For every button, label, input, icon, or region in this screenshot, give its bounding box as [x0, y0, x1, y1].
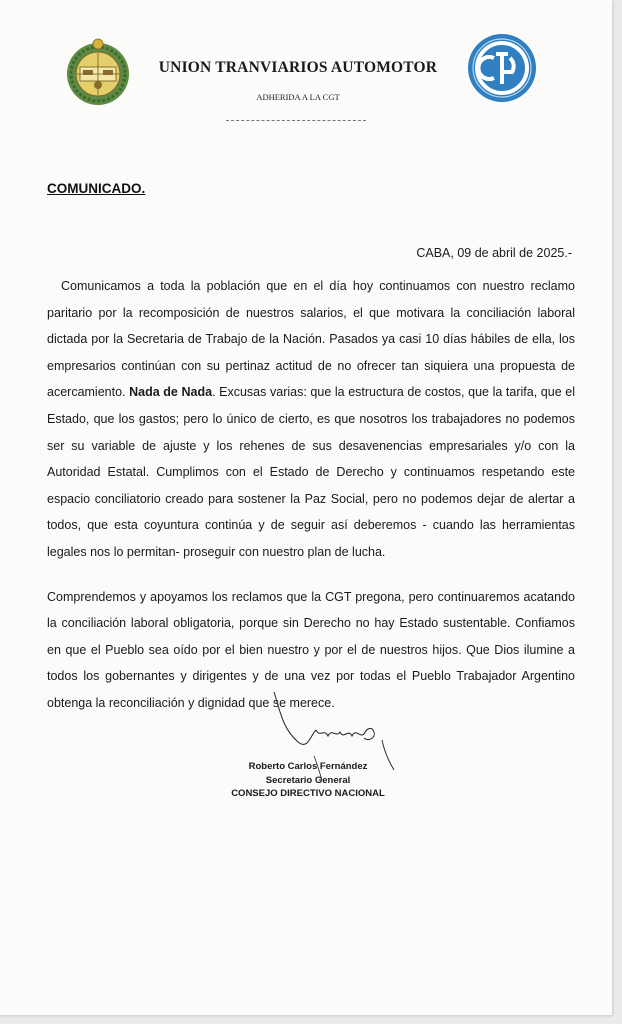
cgt-logo-icon: [466, 32, 538, 104]
uta-emblem-icon: [62, 36, 134, 108]
paragraph-1-part-a: Comunicamos a toda la población que en el día hoy continuamos con nuestro reclamo paritario por la recomposición de nuestros salarios, el que motivara la conciliación laboral dictada por la Secretaria de Trabajo de la Nación. Pasados ya casi 10 días hábiles de ella, los empresarios continúan con su pertinaz actitud de no ofrecer tan siquiera una propuesta de acercamiento.: [47, 279, 575, 400]
signer-title: Secretario General: [265, 774, 351, 786]
signer-body: CONSEJO DIRECTIVO NACIONAL: [231, 788, 385, 799]
paragraph-1-part-b: . Excusas varias: que la estructura de costos, que la tarifa, que el Estado, que los gastos; pero lo único de cierto, es que nosotros los trabajadores no podemos ser su variable de ajuste y los rehenes de sus desavenencias empresariales y/o con la Autoridad Estatal. Cumplimos con el Estado de Derecho y continuamos respetando este espacio conciliatorio creado para sostener la Paz Social, pero no podemos dejar de alertar a todos, que esta coyuntura continúa y de seguir así deberemos - cuando las herramientas legales nos lo permitan- proseguir con nuestro plan de lucha.: [47, 385, 575, 559]
header-divider: [226, 120, 366, 121]
document-body: [47, 273, 575, 717]
organization-name: UNION TRANVIARIOS AUTOMOTOR: [158, 59, 438, 76]
organization-affiliation: ADHERIDA A LA CGT: [256, 92, 340, 102]
signer-name: Roberto Carlos Fernández: [248, 761, 368, 772]
document-date: CABA, 09 de abril de 2025.-: [416, 246, 572, 260]
signer-block: [228, 760, 388, 801]
paragraph-2: Comprendemos y apoyamos los reclamos que la CGT pregona, pero continuaremos acatando la conciliación laboral obligatoria, porque sin Derecho no hay Estado sustentable. Confiamos en que el Pueblo sea oído por el bien nuestro y por el de nuestros hijos. Que Dios ilumine a todos los gobernantes y dirigentes y de una vez por todas el Pueblo Trabajador Argentino obtenga la reconciliación y dignidad que se merece.: [47, 589, 575, 710]
paragraph-1: [47, 273, 575, 566]
document-heading: COMUNICADO.: [47, 181, 146, 196]
paragraph-1-emphasis: Nada de Nada: [129, 385, 213, 400]
